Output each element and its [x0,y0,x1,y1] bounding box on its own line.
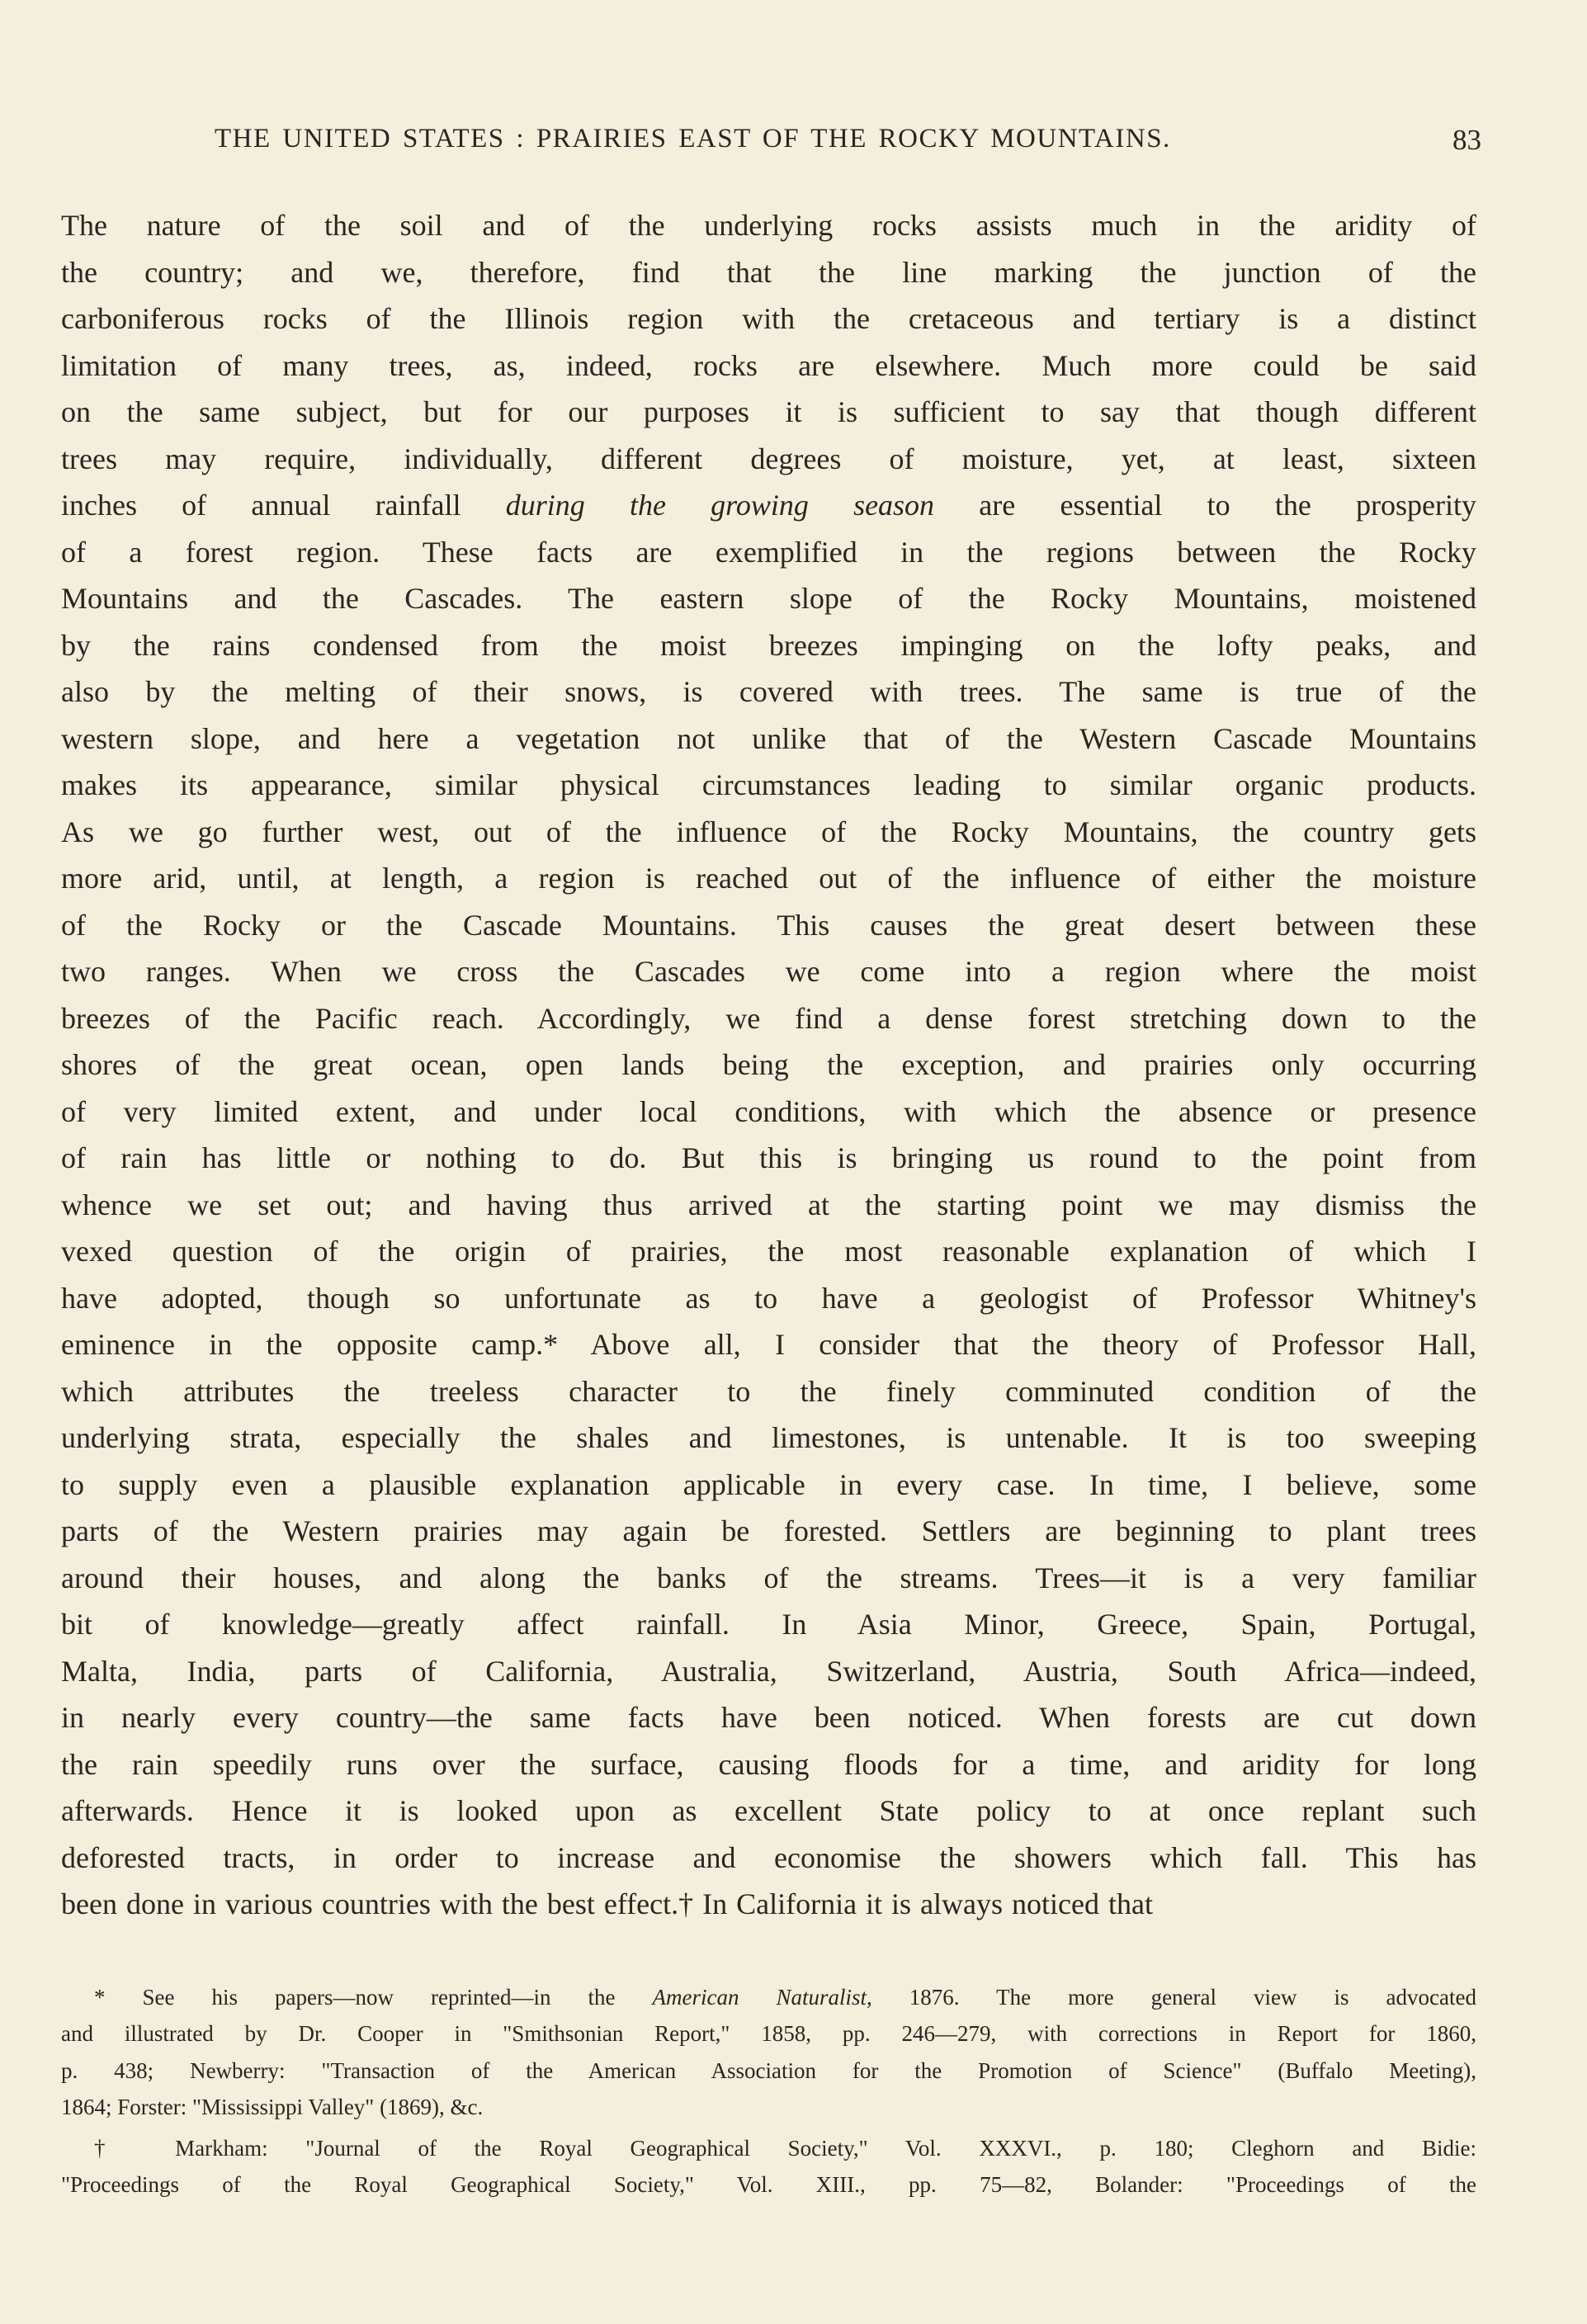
body-line: also by the melting of their snows, is covered with trees. The same is true of the [61,675,1476,708]
body-line: makes its appearance, similar physical circumstances leading to similar organic products. [61,768,1476,801]
body-line: of rain has little or nothing to do. But this is bringing us round to the point from [61,1141,1476,1174]
footnote-line: and illustrated by Dr. Cooper in "Smithsonian Report," 1858, pp. 246—279, with corrections in Report for 1860, [61,2021,1476,2047]
body-line: of very limited extent, and under local conditions, with which the absence or presence [61,1094,1476,1128]
body-line: trees may require, individually, different degrees of moisture, yet, at least, sixteen [61,442,1476,475]
footnote-line: "Proceedings of the Royal Geographical Society," Vol. XIII., pp. 75—82, Bolander: "Proceedings of the [61,2172,1476,2198]
body-line: inches of annual rainfall during the growing season are essential to the prosperity [61,489,1476,522]
emphasis: during the growing season [505,489,935,522]
body-line: The nature of the soil and of the underlying rocks assists much in the aridity of [61,209,1476,242]
body-line: western slope, and here a vegetation not unlike that of the Western Cascade Mountains [61,721,1476,755]
body-line: vexed question of the origin of prairies, the most reasonable explanation of which I [61,1235,1476,1268]
emphasis: American Naturalist [652,1985,867,2010]
body-line: on the same subject, but for our purposes it is sufficient to say that though different [61,395,1476,428]
footnote-line: * See his papers—now reprinted—in the American Naturalist, 1876. The more general view is advocated [94,1985,1476,2010]
body-line: which attributes the treeless character to the finely comminuted condition of the [61,1374,1476,1408]
body-line: been done in various countries with the best effect.† In California it is always noticed that [61,1887,1153,1920]
body-line: Malta, India, parts of California, Australia, Switzerland, Austria, South Africa—indeed, [61,1654,1476,1688]
footnote-line: † Markham: "Journal of the Royal Geographical Society," Vol. XXXVI., p. 180; Cleghorn and Bidie: [94,2136,1476,2161]
body-line: bit of knowledge—greatly affect rainfall. In Asia Minor, Greece, Spain, Portugal, [61,1608,1476,1641]
body-line: carboniferous rocks of the Illinois region with the cretaceous and tertiary is a distinct [61,302,1476,335]
body-line: underlying strata, especially the shales and limestones, is untenable. It is too sweeping [61,1421,1476,1454]
body-line: parts of the Western prairies may again be forested. Settlers are beginning to plant trees [61,1514,1476,1547]
body-line: have adopted, though so unfortunate as to have a geologist of Professor Whitney's [61,1281,1476,1315]
body-line: deforested tracts, in order to increase and economise the showers which fall. This has [61,1840,1476,1874]
body-line: more arid, until, at length, a region is reached out of the influence of either the moisture [61,862,1476,895]
body-line: afterwards. Hence it is looked upon as excellent State policy to at once replant such [61,1794,1476,1827]
body-line: to supply even a plausible explanation applicable in every case. In time, I believe, some [61,1467,1476,1501]
page-number: 83 [1452,124,1481,156]
footnote-line: p. 438; Newberry: "Transaction of the American Association for the Promotion of Science" (Buffalo Meeting), [61,2057,1476,2083]
body-line: of a forest region. These facts are exemplified in the regions between the Rocky [61,535,1476,569]
body-line: limitation of many trees, as, indeed, rocks are elsewhere. Much more could be said [61,348,1476,382]
footnotes [61,1979,1476,2204]
body-line: by the rains condensed from the moist breezes impinging on the lofty peaks, and [61,628,1476,662]
body-line: the country; and we, therefore, find that the line marking the junction of the [61,255,1476,289]
body-text [61,202,1476,1928]
footnote-line: 1864; Forster: "Mississippi Valley" (1869), &c. [61,2094,484,2119]
body-line: two ranges. When we cross the Cascades we come into a region where the moist [61,955,1476,988]
body-line: of the Rocky or the Cascade Mountains. This causes the great desert between these [61,908,1476,942]
running-head [61,124,1481,165]
body-line: As we go further west, out of the influence of the Rocky Mountains, the country gets [61,815,1476,848]
body-line: whence we set out; and having thus arrived at the starting point we may dismiss the [61,1188,1476,1221]
body-line: Mountains and the Cascades. The eastern slope of the Rocky Mountains, moistened [61,582,1476,615]
body-line: the rain speedily runs over the surface, causing floods for a time, and aridity for long [61,1747,1476,1781]
body-line: around their houses, and along the banks of the streams. Trees—it is a very familiar [61,1561,1476,1594]
body-line: breezes of the Pacific reach. Accordingly, we find a dense forest stretching down to the [61,1001,1476,1035]
running-title: THE UNITED STATES : PRAIRIES EAST OF THE ROCKY MOUNTAINS. [215,124,1171,154]
body-line: shores of the great ocean, open lands being the exception, and prairies only occurring [61,1048,1476,1081]
body-line: in nearly every country—the same facts have been noticed. When forests are cut down [61,1701,1476,1734]
body-line: eminence in the opposite camp.* Above all, I consider that the theory of Professor Hall, [61,1328,1476,1361]
